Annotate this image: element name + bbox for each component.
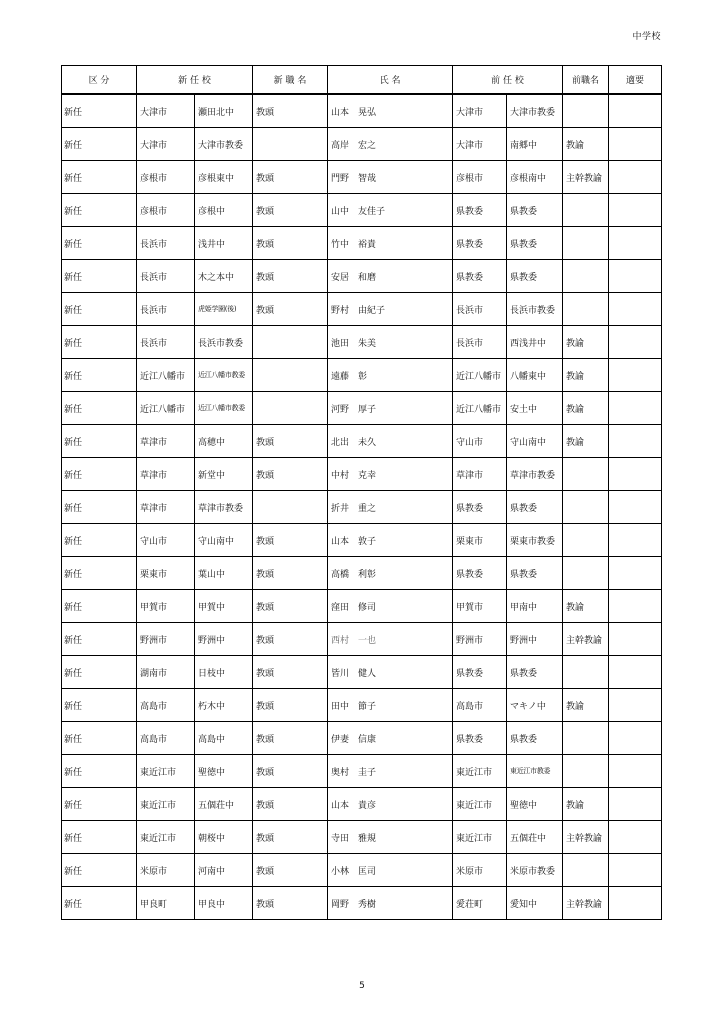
personnel-table <box>61 65 662 920</box>
cell-new-school: 瀬田北中 <box>195 94 253 128</box>
cell-prev-title <box>563 524 609 557</box>
cell-name: 高橋 利彰 <box>328 557 453 590</box>
table-row <box>62 293 662 326</box>
table-header <box>62 66 662 95</box>
cell-prev-title <box>563 491 609 524</box>
cell-prev-school: 米原市教委 <box>507 854 563 887</box>
cell-category: 新任 <box>62 326 137 359</box>
cell-new-school: 葉山中 <box>195 557 253 590</box>
cell-new-city: 彦根市 <box>137 161 195 194</box>
cell-new-title: 教頭 <box>253 161 328 194</box>
cell-notes <box>609 260 662 293</box>
table-row <box>62 94 662 128</box>
cell-new-city: 長浜市 <box>137 227 195 260</box>
cell-category: 新任 <box>62 524 137 557</box>
cell-name: 山本 貴彦 <box>328 788 453 821</box>
cell-prev-city: 大津市 <box>453 128 507 161</box>
table-row <box>62 425 662 458</box>
cell-notes <box>609 557 662 590</box>
table-row <box>62 227 662 260</box>
cell-prev-title <box>563 458 609 491</box>
cell-new-school: 近江八幡市教委 <box>195 392 253 425</box>
cell-new-title: 教頭 <box>253 623 328 656</box>
cell-prev-title: 教諭 <box>563 590 609 623</box>
table-row <box>62 623 662 656</box>
cell-new-title: 教頭 <box>253 887 328 920</box>
cell-new-school: 高島中 <box>195 722 253 755</box>
cell-prev-school: 東近江市教委 <box>507 755 563 788</box>
cell-category: 新任 <box>62 722 137 755</box>
cell-new-city: 長浜市 <box>137 326 195 359</box>
cell-name: 折井 重之 <box>328 491 453 524</box>
cell-prev-city: 県教委 <box>453 227 507 260</box>
cell-category: 新任 <box>62 854 137 887</box>
table-row <box>62 458 662 491</box>
cell-prev-title: 教諭 <box>563 128 609 161</box>
cell-new-title: 教頭 <box>253 788 328 821</box>
cell-new-school: 聖徳中 <box>195 755 253 788</box>
cell-new-city: 大津市 <box>137 128 195 161</box>
table-row <box>62 755 662 788</box>
cell-new-title: 教頭 <box>253 656 328 689</box>
cell-prev-title <box>563 854 609 887</box>
cell-prev-school: 県教委 <box>507 722 563 755</box>
cell-prev-school: 県教委 <box>507 656 563 689</box>
cell-new-city: 草津市 <box>137 491 195 524</box>
cell-notes <box>609 227 662 260</box>
cell-prev-school: 八幡東中 <box>507 359 563 392</box>
cell-category: 新任 <box>62 94 137 128</box>
cell-category: 新任 <box>62 260 137 293</box>
cell-new-title: 教頭 <box>253 557 328 590</box>
table-row <box>62 689 662 722</box>
cell-prev-title: 教諭 <box>563 689 609 722</box>
cell-new-city: 東近江市 <box>137 755 195 788</box>
cell-prev-school: 甲南中 <box>507 590 563 623</box>
cell-new-city: 長浜市 <box>137 260 195 293</box>
cell-prev-city: 近江八幡市 <box>453 359 507 392</box>
table-row <box>62 590 662 623</box>
table-row <box>62 854 662 887</box>
cell-new-city: 長浜市 <box>137 293 195 326</box>
cell-name: 高岸 宏之 <box>328 128 453 161</box>
cell-new-title: 教頭 <box>253 854 328 887</box>
cell-prev-title <box>563 755 609 788</box>
cell-prev-title <box>563 94 609 128</box>
cell-prev-city: 長浜市 <box>453 326 507 359</box>
cell-new-city: 東近江市 <box>137 821 195 854</box>
school-type-label: 中学校 <box>632 32 661 42</box>
cell-notes <box>609 326 662 359</box>
cell-new-title: 教頭 <box>253 755 328 788</box>
cell-prev-school: 県教委 <box>507 194 563 227</box>
cell-notes <box>609 623 662 656</box>
cell-prev-title <box>563 722 609 755</box>
cell-notes <box>609 854 662 887</box>
cell-prev-city: 県教委 <box>453 557 507 590</box>
cell-new-title <box>253 392 328 425</box>
cell-notes <box>609 94 662 128</box>
cell-notes <box>609 590 662 623</box>
cell-category: 新任 <box>62 227 137 260</box>
cell-name: 遠藤 彰 <box>328 359 453 392</box>
cell-new-city: 米原市 <box>137 854 195 887</box>
cell-new-city: 草津市 <box>137 425 195 458</box>
cell-prev-city: 県教委 <box>453 194 507 227</box>
cell-notes <box>609 425 662 458</box>
table-body <box>62 94 662 920</box>
cell-prev-city: 近江八幡市 <box>453 392 507 425</box>
cell-notes <box>609 788 662 821</box>
header-new-post: 新 任 校 <box>137 66 253 95</box>
cell-prev-school: 大津市教委 <box>507 94 563 128</box>
cell-prev-school: 県教委 <box>507 557 563 590</box>
cell-new-school: 長浜市教委 <box>195 326 253 359</box>
table-row <box>62 524 662 557</box>
cell-new-city: 大津市 <box>137 94 195 128</box>
cell-prev-city: 高島市 <box>453 689 507 722</box>
cell-prev-title <box>563 293 609 326</box>
cell-prev-city: 長浜市 <box>453 293 507 326</box>
cell-new-title: 教頭 <box>253 590 328 623</box>
cell-category: 新任 <box>62 623 137 656</box>
cell-new-school: 五個荘中 <box>195 788 253 821</box>
cell-notes <box>609 392 662 425</box>
cell-category: 新任 <box>62 293 137 326</box>
cell-notes <box>609 887 662 920</box>
cell-prev-city: 県教委 <box>453 491 507 524</box>
cell-name: 伊妻 信康 <box>328 722 453 755</box>
cell-prev-title: 主幹教諭 <box>563 887 609 920</box>
cell-prev-title: 教諭 <box>563 392 609 425</box>
cell-category: 新任 <box>62 557 137 590</box>
cell-category: 新任 <box>62 194 137 227</box>
table-row <box>62 491 662 524</box>
cell-prev-city: 県教委 <box>453 260 507 293</box>
cell-new-school: 近江八幡市教委 <box>195 359 253 392</box>
cell-prev-school: 野洲中 <box>507 623 563 656</box>
cell-name: 山中 友佳子 <box>328 194 453 227</box>
cell-name: 田中 節子 <box>328 689 453 722</box>
cell-new-school: 河南中 <box>195 854 253 887</box>
cell-prev-school: 愛知中 <box>507 887 563 920</box>
cell-name: 安居 和磨 <box>328 260 453 293</box>
cell-notes <box>609 722 662 755</box>
cell-new-title <box>253 128 328 161</box>
table-row <box>62 359 662 392</box>
cell-new-title: 教頭 <box>253 194 328 227</box>
cell-prev-city: 野洲市 <box>453 623 507 656</box>
cell-notes <box>609 161 662 194</box>
cell-new-city: 野洲市 <box>137 623 195 656</box>
cell-new-title: 教頭 <box>253 425 328 458</box>
cell-prev-school: 西浅井中 <box>507 326 563 359</box>
cell-category: 新任 <box>62 887 137 920</box>
cell-notes <box>609 689 662 722</box>
cell-prev-city: 彦根市 <box>453 161 507 194</box>
cell-new-title: 教頭 <box>253 722 328 755</box>
cell-new-city: 甲良町 <box>137 887 195 920</box>
cell-prev-school: 彦根南中 <box>507 161 563 194</box>
cell-new-school: 新堂中 <box>195 458 253 491</box>
cell-prev-school: 安土中 <box>507 392 563 425</box>
cell-new-school: 木之本中 <box>195 260 253 293</box>
cell-new-title <box>253 491 328 524</box>
cell-category: 新任 <box>62 359 137 392</box>
cell-prev-school: 県教委 <box>507 260 563 293</box>
cell-prev-city: 米原市 <box>453 854 507 887</box>
cell-new-title <box>253 359 328 392</box>
cell-category: 新任 <box>62 656 137 689</box>
cell-prev-city: 県教委 <box>453 656 507 689</box>
cell-new-school: 彦根中 <box>195 194 253 227</box>
cell-category: 新任 <box>62 755 137 788</box>
cell-prev-title: 主幹教諭 <box>563 161 609 194</box>
cell-new-city: 栗東市 <box>137 557 195 590</box>
cell-prev-school: 県教委 <box>507 227 563 260</box>
cell-category: 新任 <box>62 128 137 161</box>
cell-new-school: 高穂中 <box>195 425 253 458</box>
cell-name: 河野 厚子 <box>328 392 453 425</box>
cell-prev-city: 愛荘町 <box>453 887 507 920</box>
cell-prev-title <box>563 194 609 227</box>
table-row <box>62 557 662 590</box>
cell-notes <box>609 755 662 788</box>
cell-new-city: 湖南市 <box>137 656 195 689</box>
cell-prev-title: 主幹教諭 <box>563 821 609 854</box>
header-prev-post: 前 任 校 <box>453 66 563 95</box>
cell-prev-city: 東近江市 <box>453 788 507 821</box>
header-new-title: 新 職 名 <box>253 66 328 95</box>
cell-new-school: 守山南中 <box>195 524 253 557</box>
table-row <box>62 788 662 821</box>
cell-prev-school: 守山南中 <box>507 425 563 458</box>
cell-prev-city: 栗東市 <box>453 524 507 557</box>
table-row <box>62 326 662 359</box>
cell-name: 北出 未久 <box>328 425 453 458</box>
cell-prev-title: 教諭 <box>563 359 609 392</box>
cell-name: 奥村 圭子 <box>328 755 453 788</box>
cell-new-school: 野洲中 <box>195 623 253 656</box>
cell-name: 中村 克幸 <box>328 458 453 491</box>
table-row <box>62 128 662 161</box>
header-prev-title: 前職名 <box>563 66 609 95</box>
cell-notes <box>609 128 662 161</box>
cell-new-title: 教頭 <box>253 458 328 491</box>
cell-new-city: 高島市 <box>137 722 195 755</box>
table-row <box>62 194 662 227</box>
cell-name: 野村 由紀子 <box>328 293 453 326</box>
cell-new-city: 東近江市 <box>137 788 195 821</box>
cell-category: 新任 <box>62 689 137 722</box>
cell-new-title: 教頭 <box>253 524 328 557</box>
cell-notes <box>609 458 662 491</box>
cell-new-school: 甲良中 <box>195 887 253 920</box>
cell-new-city: 草津市 <box>137 458 195 491</box>
cell-prev-school: 草津市教委 <box>507 458 563 491</box>
cell-name: 窪田 修司 <box>328 590 453 623</box>
table-row <box>62 260 662 293</box>
table-row <box>62 392 662 425</box>
cell-notes <box>609 293 662 326</box>
cell-category: 新任 <box>62 821 137 854</box>
cell-prev-school: マキノ中 <box>507 689 563 722</box>
cell-new-city: 彦根市 <box>137 194 195 227</box>
cell-new-school: 朽木中 <box>195 689 253 722</box>
cell-prev-title <box>563 557 609 590</box>
cell-new-city: 高島市 <box>137 689 195 722</box>
cell-new-school: 草津市教委 <box>195 491 253 524</box>
cell-prev-school: 長浜市教委 <box>507 293 563 326</box>
cell-new-school: 彦根東中 <box>195 161 253 194</box>
cell-category: 新任 <box>62 161 137 194</box>
cell-new-city: 近江八幡市 <box>137 392 195 425</box>
cell-new-title: 教頭 <box>253 227 328 260</box>
header-notes: 適要 <box>609 66 662 95</box>
cell-name: 寺田 雅規 <box>328 821 453 854</box>
cell-prev-school: 県教委 <box>507 491 563 524</box>
cell-category: 新任 <box>62 425 137 458</box>
cell-category: 新任 <box>62 392 137 425</box>
cell-name: 山本 敦子 <box>328 524 453 557</box>
cell-prev-title: 教諭 <box>563 326 609 359</box>
cell-prev-city: 大津市 <box>453 94 507 128</box>
cell-new-school: 日枝中 <box>195 656 253 689</box>
cell-new-school: 朝桜中 <box>195 821 253 854</box>
cell-notes <box>609 821 662 854</box>
cell-category: 新任 <box>62 458 137 491</box>
cell-prev-school: 聖徳中 <box>507 788 563 821</box>
cell-notes <box>609 491 662 524</box>
cell-prev-city: 東近江市 <box>453 821 507 854</box>
cell-notes <box>609 194 662 227</box>
cell-prev-school: 南郷中 <box>507 128 563 161</box>
cell-name: 皆川 健人 <box>328 656 453 689</box>
cell-new-school: 甲賀中 <box>195 590 253 623</box>
cell-category: 新任 <box>62 788 137 821</box>
header-row <box>62 66 662 95</box>
cell-name: 西村 一也 <box>328 623 453 656</box>
cell-name: 小林 匡司 <box>328 854 453 887</box>
cell-prev-title <box>563 260 609 293</box>
header-name: 氏 名 <box>328 66 453 95</box>
header-category: 区 分 <box>62 66 137 95</box>
cell-prev-school: 五個荘中 <box>507 821 563 854</box>
cell-category: 新任 <box>62 491 137 524</box>
cell-category: 新任 <box>62 590 137 623</box>
cell-name: 池田 朱美 <box>328 326 453 359</box>
cell-prev-city: 草津市 <box>453 458 507 491</box>
cell-name: 門野 智哉 <box>328 161 453 194</box>
cell-prev-city: 守山市 <box>453 425 507 458</box>
cell-new-title <box>253 326 328 359</box>
table-row <box>62 656 662 689</box>
cell-notes <box>609 359 662 392</box>
cell-name: 山本 晃弘 <box>328 94 453 128</box>
cell-prev-title: 教諭 <box>563 425 609 458</box>
cell-notes <box>609 524 662 557</box>
cell-prev-title: 主幹教諭 <box>563 623 609 656</box>
cell-prev-city: 県教委 <box>453 722 507 755</box>
cell-name: 竹中 裕貴 <box>328 227 453 260</box>
cell-new-city: 甲賀市 <box>137 590 195 623</box>
cell-new-school: 大津市教委 <box>195 128 253 161</box>
cell-new-school: 浅井中 <box>195 227 253 260</box>
cell-notes <box>609 656 662 689</box>
table-row <box>62 722 662 755</box>
cell-new-city: 守山市 <box>137 524 195 557</box>
table-row <box>62 887 662 920</box>
cell-new-title: 教頭 <box>253 260 328 293</box>
cell-new-title: 教頭 <box>253 293 328 326</box>
cell-prev-city: 甲賀市 <box>453 590 507 623</box>
cell-new-title: 教頭 <box>253 94 328 128</box>
cell-prev-school: 栗東市教委 <box>507 524 563 557</box>
cell-name: 岡野 秀樹 <box>328 887 453 920</box>
page-number: 5 <box>359 981 365 991</box>
cell-prev-title <box>563 656 609 689</box>
cell-prev-title: 教諭 <box>563 788 609 821</box>
cell-prev-city: 東近江市 <box>453 755 507 788</box>
cell-new-city: 近江八幡市 <box>137 359 195 392</box>
cell-prev-title <box>563 227 609 260</box>
cell-new-title: 教頭 <box>253 821 328 854</box>
table-row <box>62 161 662 194</box>
table-row <box>62 821 662 854</box>
cell-new-school: 虎姫学園(後) <box>195 293 253 326</box>
cell-new-title: 教頭 <box>253 689 328 722</box>
